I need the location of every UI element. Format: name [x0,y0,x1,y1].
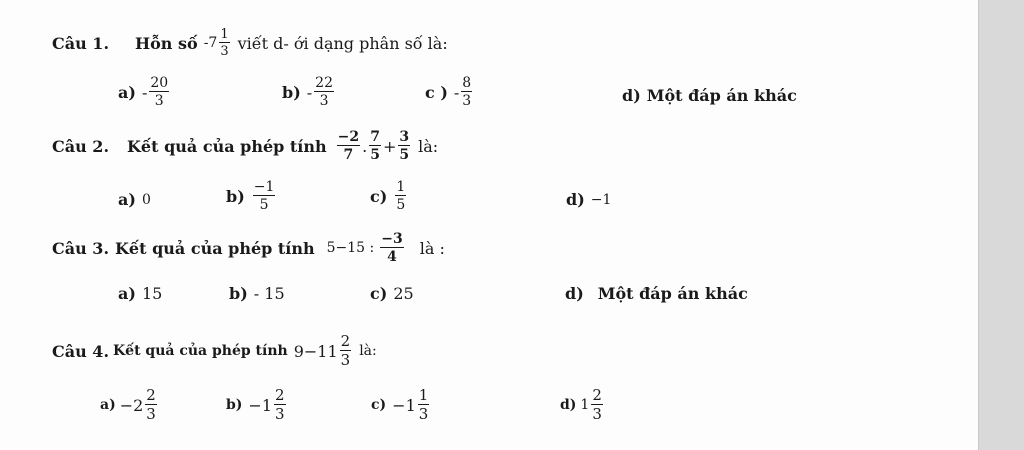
fraction-denominator: 5 [370,147,380,163]
option-text: Một đáp án khác [646,86,797,105]
question-4-option-b [226,388,288,422]
option-value: 25 [393,284,414,303]
fraction-denominator: 3 [154,93,164,109]
option-value: - 15 [253,284,285,303]
question-4-label: Câu 4. [52,341,110,361]
question-1-option-c [425,76,474,108]
fraction-denominator: 3 [319,93,329,109]
question-3-option-d [565,284,748,303]
question-2-fraction-3 [398,130,410,162]
fraction-denominator: 3 [592,405,602,423]
question-1-line [52,28,448,58]
option-fraction [395,180,406,212]
fraction-numerator: 1 [220,27,229,42]
option-fraction [591,388,603,422]
fraction-numerator: 20 [150,75,169,91]
fraction-denominator: 5 [399,147,410,163]
question-2-text-before: Kết quả của phép tính [127,136,327,156]
question-4-text-before: Kết quả của phép tính [113,343,288,359]
question-1-mixed-whole: -7 [203,35,218,51]
option-fraction [145,388,157,422]
option-value: 15 [141,284,163,303]
option-letter: b) [229,284,248,303]
option-fraction [461,76,472,108]
question-2-line [52,130,438,162]
question-1-text-before: Hỗn số [135,33,198,53]
question-4-option-a [100,388,159,422]
option-letter: c ) [425,82,448,102]
option-fraction [314,76,334,108]
option-letter: b) [282,82,301,102]
fraction-numerator: 1 [396,179,406,195]
option-whole: −2 [119,395,144,415]
option-letter: b) [226,397,243,413]
option-letter: d) [560,397,577,413]
question-2-text-after: là: [418,136,439,156]
fraction-numerator: 2 [592,386,602,404]
option-whole: −1 [392,395,416,415]
question-2-plus: + [382,136,397,156]
option-sign: - [141,82,148,102]
vertical-scrollbar[interactable] [978,0,1024,450]
option-fraction [149,76,169,108]
option-value: 0 [141,191,151,208]
question-2-option-d [566,190,611,209]
question-2-fraction-2 [369,130,381,162]
question-3-fraction [380,232,403,264]
question-4-expression: 9−11 [293,341,338,361]
question-2-option-c [370,180,408,212]
question-3-option-a [118,284,162,303]
question-1-mixed-fraction [219,28,229,58]
option-whole: −1 [248,395,273,415]
fraction-denominator: 3 [340,351,351,369]
fraction-denominator: 5 [259,197,269,213]
option-sign: - [306,82,313,102]
question-2-option-b [226,180,277,212]
fraction-numerator: 22 [315,75,333,91]
option-letter: d) [622,86,641,105]
fraction-numerator: 2 [275,386,285,404]
option-letter: a) [118,284,136,303]
fraction-numerator: −2 [337,129,360,145]
question-4-option-d [560,388,605,422]
question-1-text-after: viết d- ới dạng phân số là: [237,33,448,53]
fraction-numerator: −3 [381,231,403,247]
option-whole: 1 [580,397,590,413]
option-value: −1 [590,191,612,208]
question-3-label: Câu 3. [52,238,110,258]
fraction-denominator: 5 [396,197,406,213]
fraction-numerator: 3 [399,129,410,145]
option-letter: d) [566,190,585,209]
question-2-option-a [118,190,151,209]
question-3-expression: 5−15 : [326,240,375,256]
option-fraction [253,180,276,212]
question-1-label: Câu 1. [52,33,110,53]
option-fraction [418,388,430,422]
option-letter: b) [226,186,245,206]
fraction-denominator: 3 [220,44,229,59]
fraction-numerator: −1 [253,179,275,195]
question-2-label: Câu 2. [52,136,110,156]
fraction-numerator: 8 [462,75,472,91]
question-4-line [52,334,377,368]
question-1-option-b [282,76,336,108]
fraction-denominator: 3 [462,93,472,109]
question-4-option-c [371,388,431,422]
fraction-denominator: 3 [275,405,285,423]
question-2-dot: . [362,136,368,156]
fraction-numerator: 2 [340,332,351,350]
option-letter: d) [565,284,584,303]
option-letter: c) [370,284,388,303]
fraction-denominator: 7 [343,147,354,163]
option-letter: a) [100,397,116,413]
question-4-fraction [340,334,352,368]
question-3-line [52,232,445,264]
fraction-denominator: 3 [146,405,156,423]
question-4-text-after: là: [359,343,377,359]
question-3-text-after: là : [419,238,445,258]
fraction-denominator: 4 [387,249,397,265]
option-value: Một đáp án khác [597,284,748,303]
option-letter: c) [371,397,387,413]
fraction-numerator: 2 [146,386,156,404]
option-letter: a) [118,190,136,209]
fraction-numerator: 7 [370,129,380,145]
question-3-option-c [370,284,414,303]
fraction-numerator: 1 [418,386,429,404]
question-1-option-d [622,86,797,105]
question-3-option-b [229,284,285,303]
option-letter: a) [118,82,136,102]
question-3-text-before: Kết quả của phép tính [115,238,315,258]
question-2-fraction-1 [337,130,360,162]
option-sign: - [453,82,460,102]
option-letter: c) [370,186,388,206]
fraction-denominator: 3 [418,405,429,423]
question-1-option-a [118,76,171,108]
option-fraction [274,388,286,422]
